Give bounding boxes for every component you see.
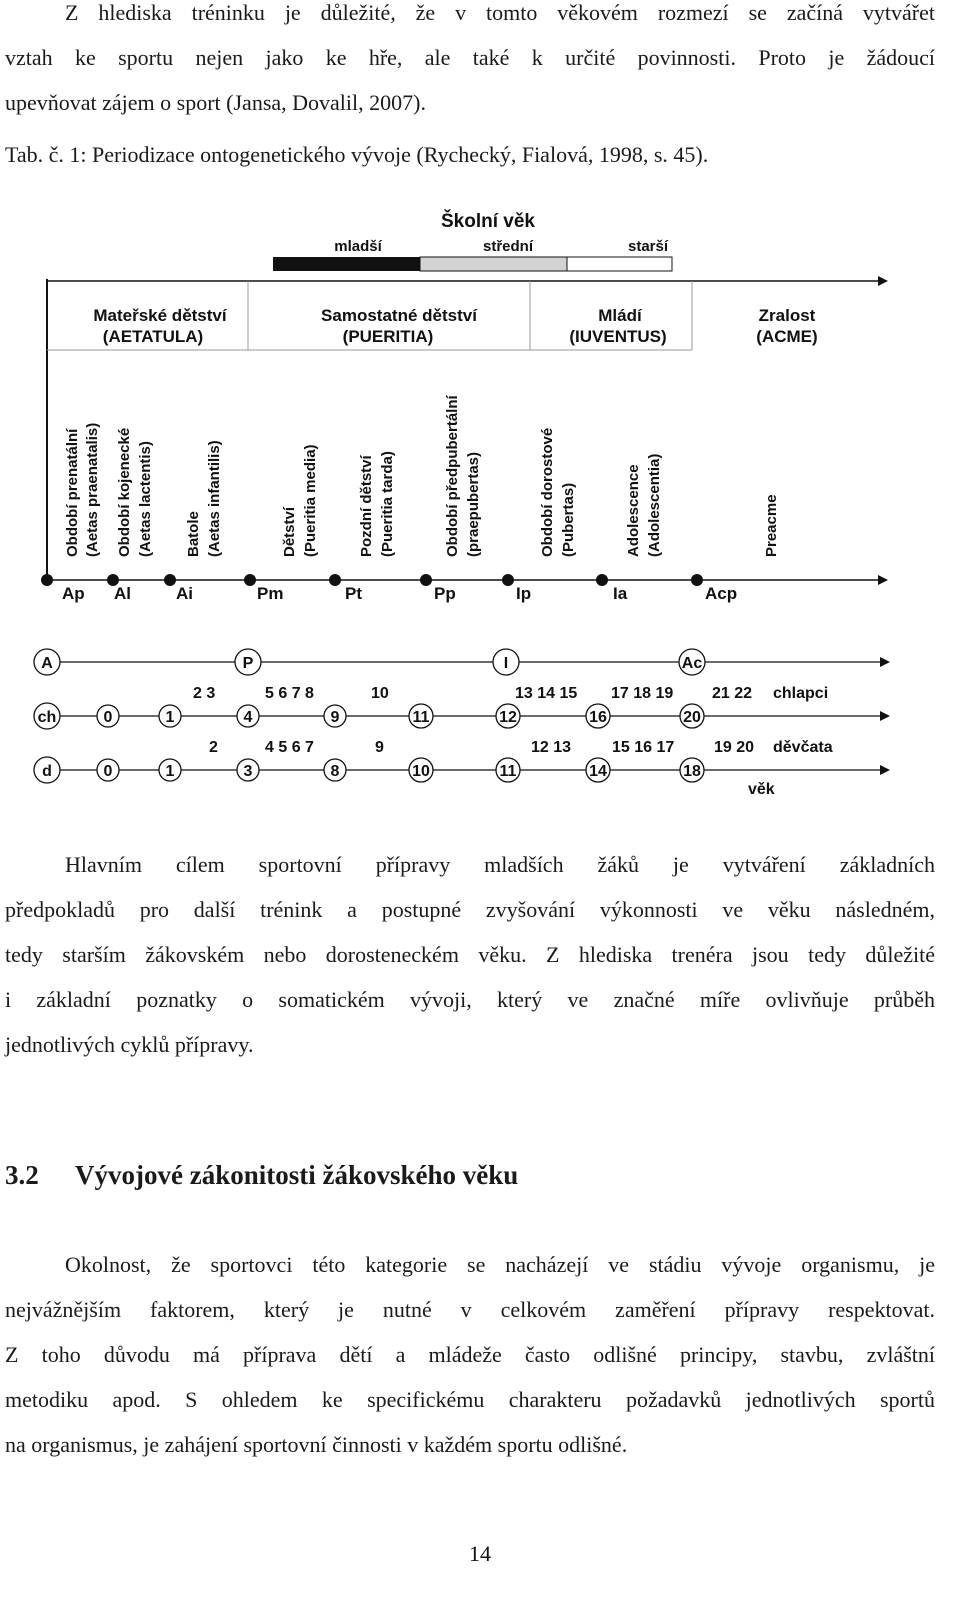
girls-node: 18 bbox=[683, 763, 701, 780]
school-age-middle: střední bbox=[482, 238, 534, 255]
text-line: vztah ke sportu nejen jako ke hře, ale také k určité povinnosti. Proto je žádoucí bbox=[5, 45, 935, 70]
row-label-boys: ch bbox=[37, 709, 57, 726]
subperiod-label: Období kojenecké bbox=[116, 427, 133, 557]
text-line: metodiku apod. S ohledem ke specifickému charakteru požadavků jednotlivých sportů bbox=[5, 1387, 935, 1412]
school-bar-middle bbox=[420, 257, 567, 271]
text-line: nejvážnějším faktorem, který je nutné v celkovém zaměření přípravy respektovat. bbox=[5, 1297, 935, 1322]
girls-ages: 9 bbox=[375, 739, 384, 756]
page-number: 14 bbox=[469, 1541, 491, 1566]
boys-node: 20 bbox=[683, 709, 701, 726]
svg-text:Samostatné dětství: Samostatné dětství bbox=[321, 306, 477, 325]
school-age-title: Školní věk bbox=[441, 211, 535, 232]
text-line: Z toho důvodu má příprava dětí a mládeže často odlišné principy, stavbu, zvláštní bbox=[5, 1342, 935, 1367]
svg-text:(IUVENTUS): (IUVENTUS) bbox=[569, 327, 667, 346]
boys-node: 12 bbox=[499, 709, 517, 726]
period-pueritia bbox=[321, 306, 478, 346]
period-aetatula bbox=[93, 306, 228, 346]
marker-p: P bbox=[242, 655, 254, 672]
subperiod-label: Období dorostové bbox=[539, 427, 556, 557]
section-heading bbox=[5, 1160, 518, 1191]
svg-text:Mateřské dětství: Mateřské dětství bbox=[93, 306, 227, 325]
girls-node: 8 bbox=[330, 763, 340, 780]
text-line: upevňovat zájem o sport (Jansa, Dovalil, 2007). bbox=[5, 90, 426, 115]
girls-node: 3 bbox=[243, 763, 253, 780]
axis-arrow bbox=[878, 276, 888, 286]
svg-text:Mládí: Mládí bbox=[598, 306, 642, 325]
subperiod-latin: (Pueritia tarda) bbox=[379, 451, 396, 557]
girls-label: děvčata bbox=[773, 739, 833, 756]
subperiod-label: Preacme bbox=[763, 494, 780, 557]
text-line: na organismus, je zahájení sportovní činnosti v každém sportu odlišné. bbox=[5, 1432, 628, 1457]
axis-arrow bbox=[878, 575, 888, 585]
code-pp: Pp bbox=[434, 584, 456, 603]
boys-node: 4 bbox=[243, 709, 253, 726]
subperiod-latin: (praepubertas) bbox=[465, 451, 482, 557]
text-line: i základní poznatky o somatickém vývoji, který ve značné míře ovlivňuje průběh bbox=[5, 987, 935, 1012]
subperiod-latin: (Aetas infantilis) bbox=[206, 440, 223, 557]
code-pm: Pm bbox=[257, 584, 284, 603]
subperiod-latin: (Aetas lactentis) bbox=[137, 441, 154, 557]
period-acme bbox=[756, 306, 817, 346]
code-ap: Ap bbox=[62, 584, 85, 603]
boys-ages: 5 6 7 8 bbox=[265, 685, 314, 702]
subperiod-label: Období předpubertální bbox=[444, 395, 461, 557]
subperiod-label: Dětství bbox=[281, 506, 298, 557]
boys-ages: 21 22 bbox=[712, 685, 753, 702]
boys-node: 1 bbox=[165, 709, 175, 726]
boys-ages: 17 18 19 bbox=[611, 685, 674, 702]
boys-ages: 13 14 15 bbox=[515, 685, 578, 702]
code-ia: Ia bbox=[613, 584, 628, 603]
boys-ages: 2 3 bbox=[193, 685, 216, 702]
code-ip: Ip bbox=[516, 584, 532, 603]
bottom-paragraph bbox=[5, 1242, 935, 1467]
code-acp: Acp bbox=[705, 584, 738, 603]
age-label: věk bbox=[748, 781, 775, 798]
subperiod-label: Batole bbox=[185, 511, 202, 557]
text-line: Z hlediska tréninku je důležité, že v tomto věkovém rozmezí se začíná vytvářet bbox=[65, 0, 935, 25]
code-ai: Ai bbox=[176, 584, 193, 603]
girls-node: 1 bbox=[165, 763, 175, 780]
top-paragraph bbox=[5, 0, 935, 125]
boys-node: 11 bbox=[412, 709, 430, 726]
girls-ages: 19 20 bbox=[714, 739, 755, 756]
svg-text:Zralost: Zralost bbox=[758, 306, 816, 325]
section-number: 3.2 bbox=[5, 1160, 39, 1190]
subperiod-latin: (Aetas praenatalis) bbox=[84, 422, 101, 557]
table-caption: Tab. č. 1: Periodizace ontogenetického vývoje (Rychecký, Fialová, 1998, s. 45). bbox=[5, 142, 709, 167]
svg-text:(ACME): (ACME) bbox=[756, 327, 818, 346]
girls-node: 11 bbox=[499, 763, 517, 780]
section-title: Vývojové zákonitosti žákovského věku bbox=[75, 1160, 519, 1190]
school-bar-younger bbox=[273, 257, 420, 271]
girls-ages: 15 16 17 bbox=[612, 739, 675, 756]
subperiod-label: Období prenatální bbox=[64, 428, 81, 557]
svg-text:(AETATULA): (AETATULA) bbox=[102, 327, 204, 346]
svg-text:(PUERITIA): (PUERITIA) bbox=[342, 327, 434, 346]
school-bar-older bbox=[567, 257, 672, 271]
code-pt: Pt bbox=[345, 584, 362, 603]
middle-paragraph bbox=[5, 842, 935, 1067]
subperiod-latin: (Pubertas) bbox=[560, 482, 577, 557]
code-al: Al bbox=[114, 584, 131, 603]
school-age-younger: mladší bbox=[334, 238, 382, 255]
text-line: jednotlivých cyklů přípravy. bbox=[5, 1032, 254, 1057]
text-line: předpokladů pro další trénink a postupné zvyšování výkonnosti ve věku následném, bbox=[5, 897, 935, 922]
school-age-older: starší bbox=[627, 238, 669, 255]
boys-ages: 10 bbox=[371, 685, 389, 702]
girls-ages: 2 bbox=[209, 739, 218, 756]
periodization-diagram bbox=[0, 195, 960, 810]
girls-node: 10 bbox=[412, 763, 430, 780]
boys-node: 16 bbox=[589, 709, 607, 726]
text-line: tedy starším žákovském nebo dorosteneckém věku. Z hlediska trenéra jsou tedy důležité bbox=[5, 942, 935, 967]
girls-ages: 12 13 bbox=[531, 739, 572, 756]
subperiod-label: Adolescence bbox=[625, 464, 642, 557]
subperiod-latin: (Pueritia media) bbox=[302, 444, 319, 557]
girls-ages: 4 5 6 7 bbox=[265, 739, 314, 756]
ontogenesis-figure bbox=[0, 195, 960, 815]
subperiod-latin: (Adolescentia) bbox=[646, 453, 663, 557]
boys-node: 9 bbox=[330, 709, 340, 726]
marker-a: A bbox=[41, 655, 53, 672]
boys-label: chlapci bbox=[773, 685, 829, 702]
text-line: Okolnost, že sportovci této kategorie se nacházejí ve stádiu vývoje organismu, je bbox=[65, 1252, 935, 1277]
girls-node: 14 bbox=[589, 763, 607, 780]
row-label-girls: d bbox=[42, 763, 52, 780]
subperiod-label: Pozdní dětství bbox=[358, 455, 375, 557]
boys-node: 0 bbox=[103, 709, 113, 726]
marker-ac: Ac bbox=[681, 655, 703, 672]
marker-i: I bbox=[503, 655, 509, 672]
period-iuventus bbox=[569, 306, 666, 346]
text-line: Hlavním cílem sportovní přípravy mladších žáků je vytváření základních bbox=[65, 852, 935, 877]
girls-node: 0 bbox=[103, 763, 113, 780]
